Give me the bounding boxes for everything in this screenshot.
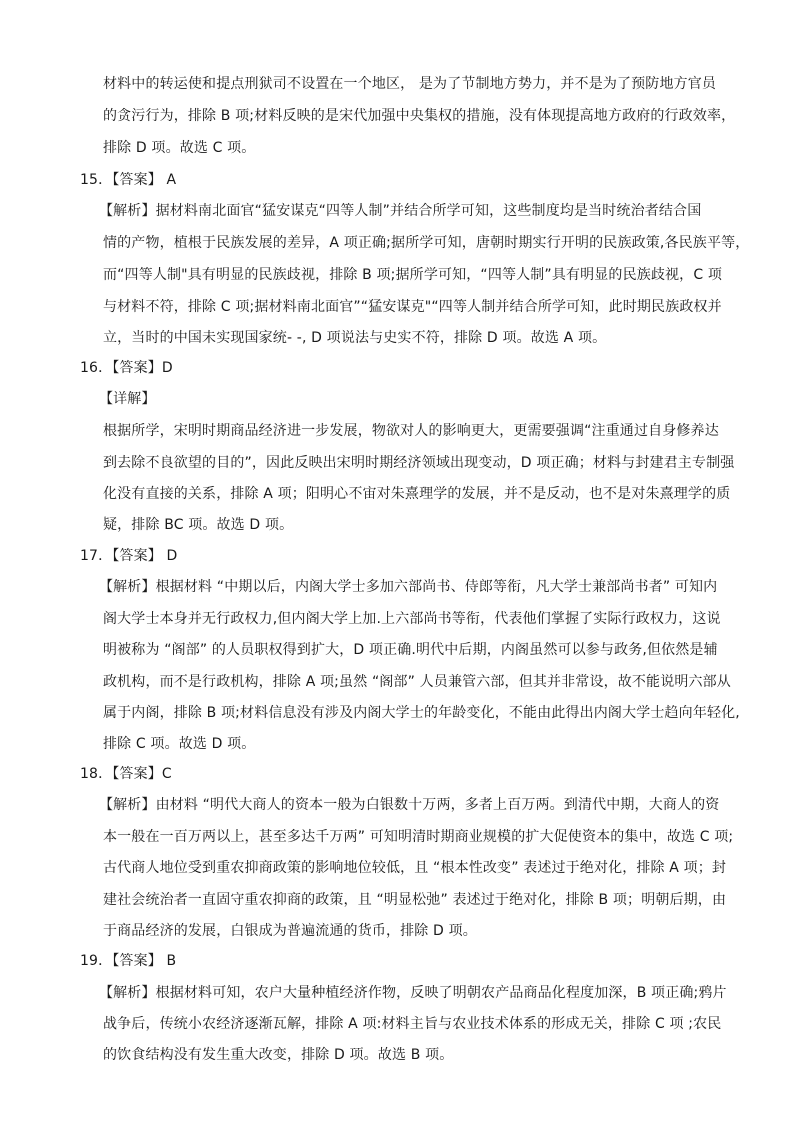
q18-analysis-line: 建社会统治者一直固守重农抑商的政策，且 “明显松弛” 表述过于绝对化，排除 B 项；明朝后期，由	[103, 892, 727, 908]
q18-answer-heading: 18．【答案】C	[80, 766, 172, 782]
q15-analysis-line: 情的产物，植根于民族发展的差异，A 项正确;据所学可知，唐朝时期实行开明的民族政策,各民族平等，	[103, 235, 750, 251]
q15-analysis-line: 与材料不符，排除 C 项;据材料南北面官”“猛安谋克"“四等人制并结合所学可知，此时期民族政权并	[103, 299, 722, 315]
q18-analysis-line: 于商品经济的发展，白银成为普遍流通的货币，排除 D 项。	[103, 923, 477, 939]
q19-analysis-line: 【解析】根据材料可知，农户大量种植经济作物，反映了明朝农产品商品化程度加深，B 项正确;鸦片	[99, 985, 727, 1001]
q17-analysis-line: 排除 C 项。故选 D 项。	[103, 736, 256, 752]
q17-analysis-line: 明被称为 “阁部” 的人员职权得到扩大，D 项正确.明代中后期，内阁虽然可以参与政务,但依然是辅	[103, 642, 718, 658]
q17-analysis-line: 政机构，而不是行政机构，排除 A 项;虽然 “阁部” 人员兼管六部，但其并非常设，故不能说明六部从	[103, 674, 731, 690]
q18-analysis-line: 【解析】由材料 “明代大商人的资本一般为白银数十万两，多者上百万两。到清代中期，大商人的资	[99, 797, 720, 813]
q19-answer-heading: 19．【答案】 B	[80, 953, 177, 969]
q19-analysis-line: 的饮食结构没有发生重大改变，排除 D 项。故选 B 项。	[103, 1047, 454, 1063]
q17-answer-heading: 17．【答案】 D	[80, 548, 178, 564]
q15-answer-heading: 15．【答案】 A	[80, 172, 177, 188]
q17-analysis-line: 属于内阁，排除 B 项;材料信息没有涉及内阁大学士的年龄变化，不能由此得出内阁大学士趋向年轻化,	[103, 705, 740, 721]
q14-analysis-line: 材料中的转运使和提点刑狱司不设置在一个地区， 是为了节制地方势力，并不是为了预防地方官员	[103, 76, 717, 92]
q16-analysis-line: 根据所学，宋明时期商品经济进一步发展，物欲对人的影响更大，更需要强调“注重通过自身修养达	[103, 423, 719, 439]
q16-detail-label: 【详解】	[99, 391, 156, 407]
q17-analysis-line: 阁大学士本身并无行政权力,但内阁大学上加.上六部尚书等衔，代表他们掌握了实际行政权力，这说	[103, 611, 721, 627]
q14-analysis-line: 排除 D 项。故选 C 项。	[103, 140, 256, 156]
q16-analysis-line: 疑，排除 BC 项。故选 D 项。	[103, 517, 294, 533]
q15-analysis-line: 【解析】据材料南北面官“猛安谋克“四等人制”并结合所学可知，这些制度均是当时统治者结合国	[99, 203, 702, 219]
q18-analysis-line: 古代商人地位受到重农抑商政策的影响地位较低，且 “根本性改变” 表述过于绝对化，排除 A 项；封	[103, 860, 727, 876]
q18-analysis-line: 本一般在一百万两以上，甚至多达千万两” 可知明清时期商业规模的扩大促使资本的集中，故选 C 项;	[103, 829, 734, 845]
q15-analysis-line: 立，当时的中国未实现国家统- -, D 项说法与史实不符，排除 D 项。故选 A 项。	[103, 330, 607, 346]
q16-answer-heading: 16．【答案】D	[80, 360, 173, 376]
q17-analysis-line: 【解析】根据材料 “中期以后，内阁大学士多加六部尚书、侍郎等衔，凡大学士兼部尚书者” 可知内	[99, 579, 718, 595]
q16-analysis-line: 到去除不良欲望的目的”，因此反映出宋明时期经济领域出现变动，D 项正确；材料与封建君主专制强	[103, 455, 735, 471]
q19-analysis-line: 战争后，传统小农经济逐渐瓦解，排除 A 项:材料主旨与农业技术体系的形成无关，排除 C 项 ;农民	[103, 1016, 722, 1032]
q15-analysis-line: 而“四等人制"具有明显的民族歧视，排除 B 项;据所学可知，“四等人制”具有明显的民族歧视，C 项	[103, 267, 722, 283]
q14-analysis-line: 的贪污行为，排除 B 项;材料反映的是宋代加强中央集权的措施，没有体现提高地方政府的行政效率，	[103, 108, 736, 124]
q16-analysis-line: 化没有直接的关系，排除 A 项；阳明心不宙对朱熹理学的发展，并不是反动，也不是对朱熹理学的质	[103, 486, 731, 502]
